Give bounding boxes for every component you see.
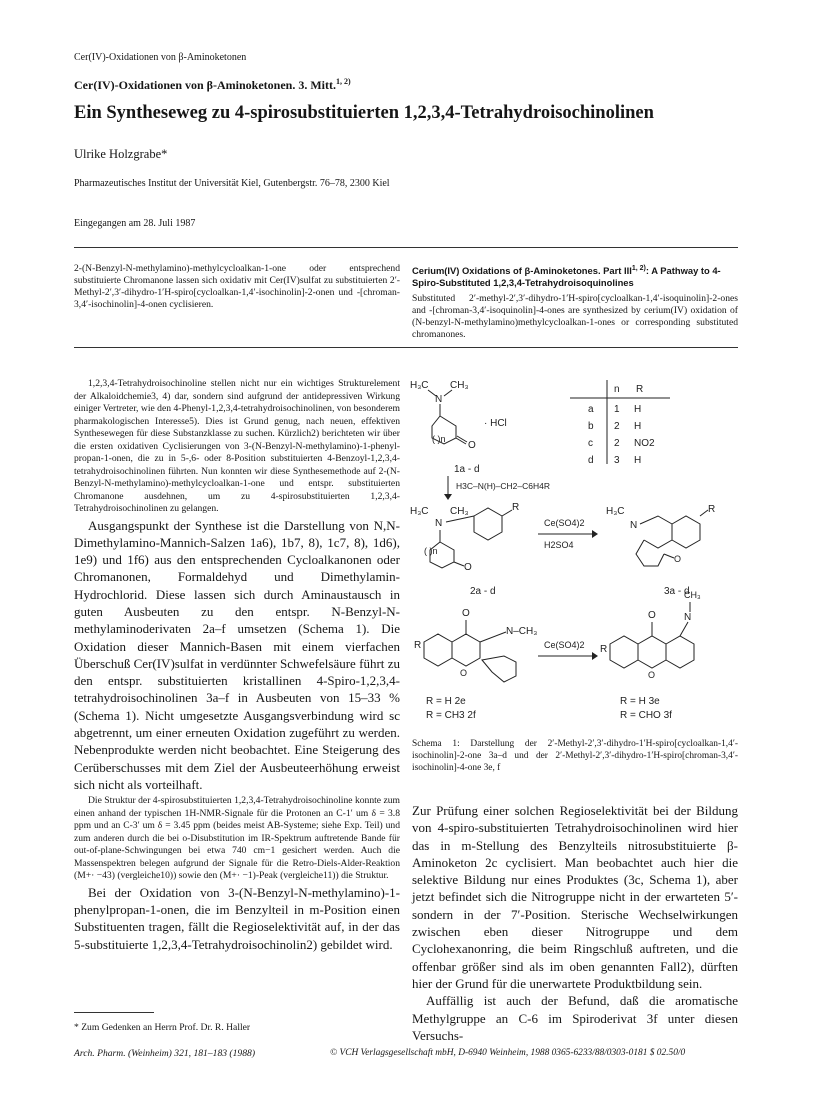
- right-paragraph-2: Auffällig ist auch der Befund, daß die aromatische Methylgruppe an C-6 im Spiroderivat 3f unter diesen Versuchs-: [412, 993, 738, 1043]
- compound-3-label: 3a - d: [664, 586, 690, 597]
- right-column: [412, 802, 738, 1044]
- svg-text:N: N: [684, 612, 692, 623]
- table-row-d-label: d: [588, 455, 594, 466]
- hcl-label: · HCl: [484, 418, 507, 429]
- scheme-caption: Schema 1: Darstellung der 2′-Methyl-2′,3′-dihydro-1′H-spiro[cycloalkan-1,4′-isochinolin]-2-one 3a–d und der 2′-Methyl-2′,3′-dihydro-1′H-spiro[chroman-3,4′-isochinolin]-4-one 3e, f: [412, 739, 738, 773]
- svg-text:O: O: [464, 562, 472, 573]
- compound-2f-label: R = CH3 2f: [426, 710, 476, 721]
- table-row-c-n: 2: [614, 438, 620, 449]
- rule-abstract: [74, 347, 738, 348]
- left-paragraph-1: 1,2,3,4-Tetrahydroisochinoline stellen nicht nur ein wichtiges Strukturelement der Alkaloidchemie3, 4) dar, sondern sind aufgrund der antidepressiven Wirkung einiger Vertreter, wie den 4-Phenyl-1,2,3,4-tetrahydroisochinolinen, von besonderem pharmakologischen Interesse5). Dies ist Grund genug, nach neuen, effektiven Synthesewegen für diese Substanzklasse zu suchen. Kürzlich2) berichteten wir über die ersten oxidativen Cyclisierungen von 3-(N-Benzyl-N-methylamino)-1-phenyl-propan-1-onen, die zu in 5-,6- oder 8-Position substituierten 4-Benzoyl-1,2,3,4-tetrahydroisochinolinen führten. Nun konnten wir diese Synthesemethode auf 2-(N-Benzyl-N-methylamino)-methylcycloalkan-1-one und entspr. substituierten Chromanone ausdehnen, um zu 4-spirosubstituierten 1,2,3,4-Tetrahydroisochinolinen zu gelangen.: [74, 378, 400, 514]
- svg-text:O: O: [674, 554, 682, 564]
- abstract-en-title-text: Cerium(IV) Oxidations of β-Aminoketones. Part III: [412, 265, 632, 277]
- table-row-d-n: 3: [614, 455, 620, 466]
- author: Ulrike Holzgrabe*: [74, 147, 168, 161]
- svg-text:O: O: [460, 668, 468, 678]
- compound-2e-structure: [414, 608, 537, 682]
- abstract-english-text: Substituted 2′-methyl-2′,3′-dihydro-1′H-spiro[cycloalkan-1,4′-isoquinolin]-2-ones and -[chroman-3,4′-isoquinolin]-4-ones are synthesized by cerium(IV) oxidation of (N-benzyl-N-methylamino)methylcycloalkan-1-ones or corresponding substituted chromanones.: [412, 293, 738, 341]
- table-row-b-label: b: [588, 421, 594, 432]
- svg-text:N: N: [630, 520, 638, 531]
- compound-2-structure: [410, 502, 519, 573]
- table-row-b-n: 2: [614, 421, 620, 432]
- arrow-down-1-head: [444, 494, 452, 500]
- table-row-a-label: a: [588, 404, 594, 415]
- compound-1-label: 1a - d: [454, 464, 480, 475]
- table-header-n: n: [614, 384, 620, 395]
- substituent-table: [570, 380, 670, 466]
- svg-text:R: R: [708, 504, 716, 515]
- compound-2e-label: R = H 2e: [426, 696, 466, 707]
- compound-3f-label: R = CHO 3f: [620, 710, 672, 721]
- rule-top: [74, 247, 738, 248]
- table-header-r: R: [636, 384, 644, 395]
- paper-title: Ein Syntheseweg zu 4-spirosubstituierten 1,2,3,4-Tetrahydroisochinolinen: [74, 103, 654, 123]
- abstract-english-title: [412, 263, 738, 289]
- svg-text:CH₃: CH₃: [450, 506, 469, 517]
- running-head: Cer(IV)-Oxidationen von β-Aminoketonen: [74, 52, 247, 63]
- table-row-d-r: H: [634, 455, 642, 466]
- svg-text:R: R: [414, 640, 422, 651]
- arrow-right-1-head: [592, 530, 598, 538]
- left-paragraph-2: Ausgangspunkt der Synthese ist die Darstellung von N,N-Dimethylamino-Mannich-Salzen 1a6), 1b7, 8), 1c7, 8), 1d6), 1e9) und 1f6) aus den entsprechenden Cycloalkanonen oder Chromanonen, Formaldehyd und Dimethylamin-Hydrochlorid. Diese lassen sich durch Aminaustausch in guten Ausbeuten zu den entspr. N-Benzyl-N-methylaminoderivaten 2a–f umsetzen (Schema 1). Die Oxidation dieser Mannich-Basen mit einem vierfachen Überschuß Cer(IV)sulfat in verdünnter Schwefelsäure führt zu den entspr. substituierten kristallinen 4-Spiro-1,2,3,4-tetrahydroisochinolinen 3a–f in Ausbeuten von 15–33 % (Schema 1). Nicht umgesetzte Ausgangsverbindung wird sc abgetrennt, um einer erneuten Oxidation zugeführt zu werden. Nebenprodukte werden nicht beobachtet. Eine Steigerung des Cerüberschusses mit dem Ziel der Ausbeuteerhöhung erweist sich nicht als vorteilhaft.: [74, 517, 400, 792]
- compound-3-structure: [606, 504, 715, 566]
- series-title-sup: 1, 2): [335, 77, 351, 86]
- table-row-a-r: H: [634, 404, 642, 415]
- svg-text:R: R: [512, 502, 520, 513]
- footer-publisher: © VCH Verlagsgesellschaft mbH, D-6940 Weinheim, 1988 0365-6233/88/0303-0181 $ 02.50/0: [330, 1048, 686, 1058]
- arrow-right-2-head: [592, 652, 598, 660]
- svg-text:H₃C: H₃C: [410, 380, 429, 391]
- svg-text:N: N: [435, 394, 443, 405]
- left-paragraph-3: Die Struktur der 4-spirosubstituierten 1,2,3,4-Tetrahydroisochinoline konnte zum einen anhand der typischen 1H-NMR-Signale für die Protonen an C-1′ um δ = 3.8 ppm und an C-3′ um δ = 3.45 ppm (beides meist AB-Systeme; siehe Exp. Teil) und zum anderen durch die bei o-Disubstitution im IR-Spektrum auftretende Bande für out-of-plane-Schwingungen bei etwa 740 cm−1 gesichert werden. Auch die Massenspektren belegen aufgrund der Signale für die Retro-Diels-Alder-Reaktion (M+· −43) (vergleiche10)) sowie den (M+· −1)-Peak (vergleiche11)) die Struktur.: [74, 795, 400, 882]
- svg-text:O: O: [462, 608, 470, 619]
- svg-text:H₃C: H₃C: [410, 506, 429, 517]
- footnote: * Zum Gedenken an Herrn Prof. Dr. R. Haller: [74, 1022, 251, 1033]
- svg-text:O: O: [468, 440, 476, 451]
- reagent-ce-2: Ce(SO4)2: [544, 640, 585, 650]
- compound-1-structure: [410, 380, 476, 451]
- received-date: Eingegangen am 28. Juli 1987: [74, 218, 196, 229]
- affiliation: Pharmazeutisches Institut der Universität Kiel, Gutenbergstr. 76–78, 2300 Kiel: [74, 178, 390, 189]
- amine-reagent: H3C–N(H)–CH2–C6H4R: [456, 481, 550, 491]
- table-row-a-n: 1: [614, 404, 620, 415]
- compound-3e-structure: [600, 590, 701, 680]
- svg-text:CH₃: CH₃: [684, 590, 701, 600]
- reagent-h2so4: H2SO4: [544, 540, 574, 550]
- right-paragraph-1: Zur Prüfung einer solchen Regioselektivität bei der Bildung von 4-spiro-substituierten Tetrahydroisochinolinen wird hier das in m-Stellung des Benzylteils nitrosubstituierte β-Aminoketon 2c cyclisiert. Man beobachtet auch hier die selektive Bildung nur eines Produktes (3c, Schema 1), aber jetzt befindet sich die Nitrogruppe nicht in der erwarteten 5′- sondern in der 7′-Position. Sterische Wechselwirkungen zwischen eben dieser Nitrogruppe und dem Cyclohexanonring, die beim Ringschluß auftreten, und die offenbar größer sind als im oben genannten Fall2), dürften hier der Grund für die unerwartete Produktbildung sein.: [412, 803, 738, 991]
- left-column: [74, 378, 400, 953]
- compound-2-label: 2a - d: [470, 586, 496, 597]
- reagent-ce-1: Ce(SO4)2: [544, 518, 585, 528]
- footnote-rule: [74, 1012, 154, 1013]
- abstract-german: 2-(N-Benzyl-N-methylamino)-methylcycloalkan-1-one oder entsprechend substituierte Chromanone lassen sich oxidativ mit Cer(IV)sulfat zu substituierten 2′-Methyl-2′,3′-dihydro-1′H-spiro[cycloalkan-1,4′-isochinolin]-2-onen und -[chroman-3,4′-isochinolin]-4-onen cyclisieren.: [74, 263, 400, 310]
- svg-text:O: O: [648, 610, 656, 621]
- abstract-english: [412, 263, 738, 341]
- svg-text:( )n: ( )n: [432, 434, 446, 444]
- footer-citation: Arch. Pharm. (Weinheim) 321, 181–183 (1988): [74, 1048, 256, 1059]
- svg-text:N: N: [435, 518, 443, 529]
- svg-text:CH₃: CH₃: [450, 380, 469, 391]
- svg-text:N–CH₃: N–CH₃: [506, 626, 538, 637]
- abstract-en-title-rest: : A Pathway to 4-Spiro-Substituted 1,2,3,4-Tetrahydroisoquinolines: [412, 265, 721, 289]
- table-row-b-r: H: [634, 421, 642, 432]
- table-row-c-label: c: [588, 438, 593, 449]
- svg-text:R: R: [600, 644, 608, 655]
- abstract-en-title-sup: 1, 2): [631, 265, 646, 272]
- svg-text:( )n: ( )n: [424, 546, 438, 556]
- table-row-c-r: NO2: [634, 438, 655, 449]
- left-paragraph-4: Bei der Oxidation von 3-(N-Benzyl-N-methylamino)-1-phenylpropan-1-onen, die im Benzylteil in m-Position einen Substituenten tragen, fällt die Regioselektivität auf, in der das 5-substituierte 1,2,3,4-Tetrahydroisochinolin2) gebildet wird.: [74, 884, 400, 952]
- svg-text:O: O: [648, 670, 656, 680]
- series-title: [74, 77, 351, 93]
- compound-3e-label: R = H 3e: [620, 696, 660, 707]
- scheme-figure: [408, 376, 738, 734]
- series-title-text: Cer(IV)-Oxidationen von β-Aminoketonen. 3. Mitt.: [74, 78, 336, 92]
- svg-text:H₃C: H₃C: [606, 506, 625, 517]
